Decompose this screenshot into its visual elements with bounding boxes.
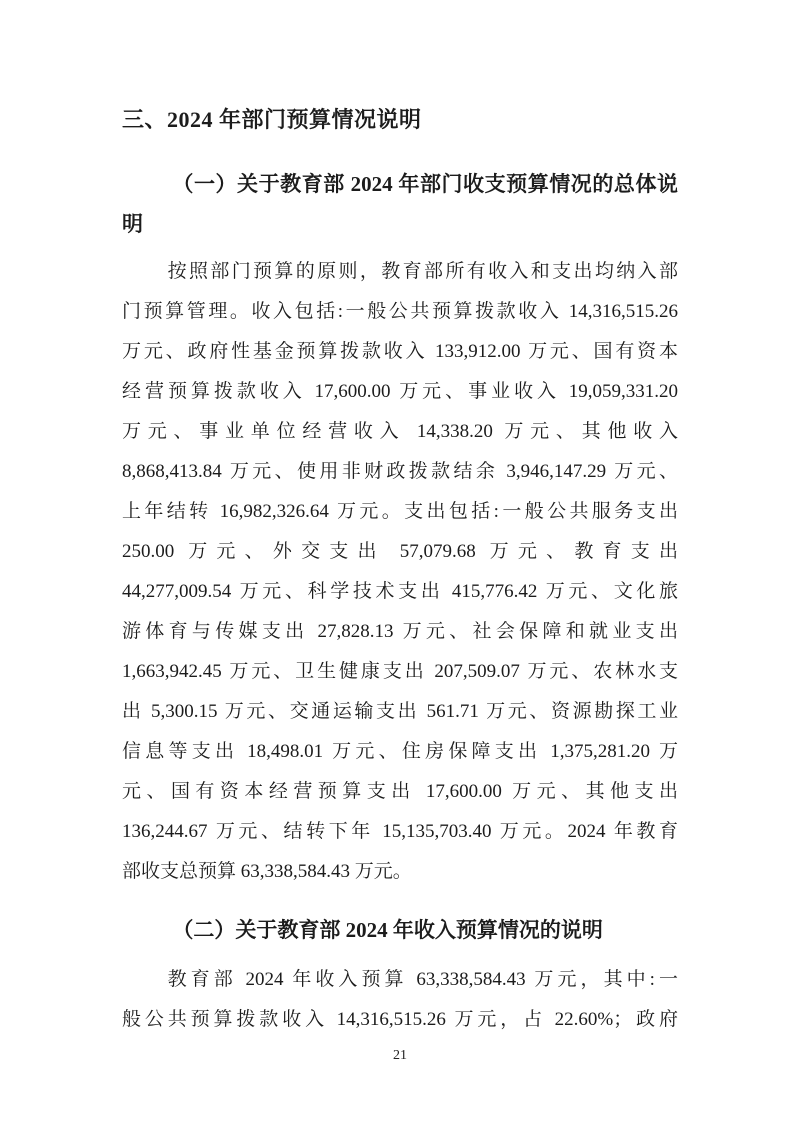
text-line: 上年结转 16,982,326.64 万元。支出包括:一般公共服务支出 <box>122 501 678 522</box>
text-line: 信息等支出 18,498.01 万元、住房保障支出 1,375,281.20 万 <box>122 741 678 762</box>
text-line: 44,277,009.54 万元、科学技术支出 415,776.42 万元、文化旅 <box>122 581 678 602</box>
page-number: 21 <box>393 1048 407 1063</box>
text-line: 按照部门预算的原则，教育部所有收入和支出均纳入部 <box>167 261 678 282</box>
text-line: 万元、政府性基金预算拨款收入 133,912.00 万元、国有资本 <box>122 341 678 362</box>
overview-paragraph <box>122 252 678 892</box>
income-paragraph <box>122 960 678 1040</box>
text-line: 万元、事业单位经营收入 14,338.20 万元、其他收入 <box>122 421 678 442</box>
text-line: 250.00 万元、外交支出 57,079.68 万元、教育支出 <box>122 541 678 562</box>
text-line: 门预算管理。收入包括:一般公共预算拨款收入 14,316,515.26 <box>122 301 678 322</box>
text-line: 般公共预算拨款收入 14,316,515.26 万元，占 22.60%；政府 <box>122 1009 678 1030</box>
text-line: 游体育与传媒支出 27,828.13 万元、社会保障和就业支出 <box>122 621 678 642</box>
text-line: 部收支总预算 63,338,584.43 万元。 <box>122 861 412 882</box>
section-heading: 三、2024 年部门预算情况说明 <box>122 107 422 132</box>
text-line: 8,868,413.84 万元、使用非财政拨款结余 3,946,147.29 万元、 <box>122 461 678 482</box>
subsection-heading-2 <box>122 910 678 950</box>
text-line: 经营预算拨款收入 17,600.00 万元、事业收入 19,059,331.20 <box>122 381 678 402</box>
page-footer <box>122 1048 678 1064</box>
text-line: 教育部 2024 年收入预算 63,338,584.43 万元，其中:一 <box>167 969 678 990</box>
subsection-heading-1 <box>122 164 678 244</box>
text-line: 1,663,942.45 万元、卫生健康支出 207,509.07 万元、农林水支 <box>122 661 678 682</box>
text-line: 出 5,300.15 万元、交通运输支出 561.71 万元、资源勘探工业 <box>122 701 678 722</box>
text-line: 明 <box>122 212 143 236</box>
text-line: （二）关于教育部 2024 年收入预算情况的说明 <box>172 918 603 942</box>
text-line: 元、国有资本经营预算支出 17,600.00 万元、其他支出 <box>122 781 678 802</box>
text-line: （一）关于教育部 2024 年部门收支预算情况的总体说 <box>172 172 678 196</box>
text-line: 136,244.67 万元、结转下年 15,135,703.40 万元。2024 年教育 <box>122 821 678 842</box>
